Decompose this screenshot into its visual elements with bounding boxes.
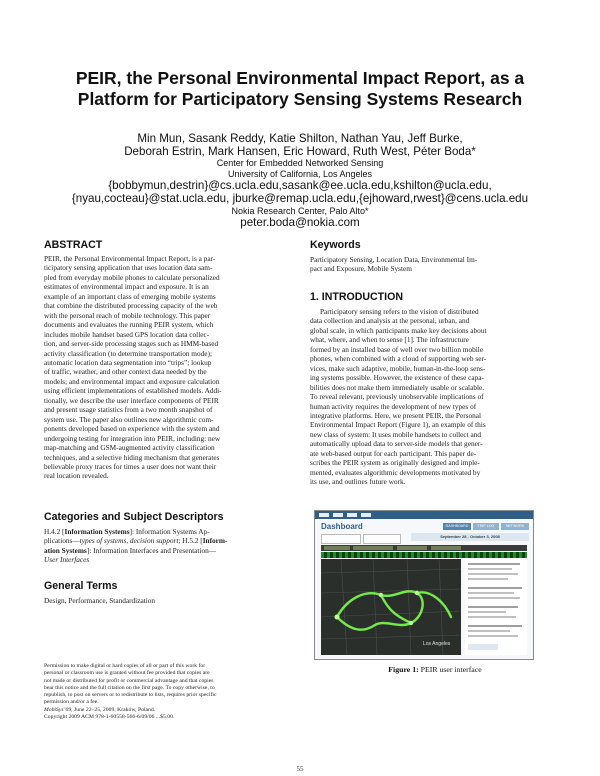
figure-peir-screenshot xyxy=(314,510,534,660)
affiliation-1: Center for Embedded Networked Sensing xyxy=(216,158,384,169)
figure-tab-network: NETWORK xyxy=(501,523,529,530)
text-line: new class of system: It uses mobile handsets to collect and xyxy=(310,429,482,439)
text-line: includes mobile handset based GPS location data collec- xyxy=(44,329,210,339)
text-line: automatically upload data to server-side models that gener- xyxy=(310,439,483,449)
keywords-heading: Keywords xyxy=(310,239,361,251)
text-line: example of an important class of emerging mobile systems xyxy=(44,291,216,301)
text-line: of traffic, weather, and other context data needed by the xyxy=(44,367,207,377)
figure-dashboard-title: Dashboard xyxy=(321,522,363,531)
text-line: Permission to make digital or hard copies of all or part of this work for xyxy=(44,663,206,669)
text-line: ticipatory sensing application that uses location data sam- xyxy=(44,263,213,273)
introduction-section xyxy=(310,291,560,487)
paper-title xyxy=(40,68,560,110)
authors-line-2: Deborah Estrin, Mark Hansen, Eric Howard, Ruth West, Péter Boda* xyxy=(124,145,476,159)
text-line: activity classification (to determine transportation mode); xyxy=(44,348,212,358)
text-line: real location revealed. xyxy=(44,471,109,481)
figure-legend-bar xyxy=(321,545,527,551)
text-line: integrative platforms. Here, we present PEIR, the Personal xyxy=(310,410,482,420)
text-line: automatic location data segmentation into “trips”; lookup xyxy=(44,357,212,367)
figure-caption xyxy=(310,665,560,674)
text-line: human activity requires the development of new types of xyxy=(310,401,477,411)
abstract-section xyxy=(44,239,294,481)
text-line: To reveal relevant, previously unobservable implications of xyxy=(310,392,484,402)
text-line: undergoing testing for integration into PEIR, including: new xyxy=(44,433,221,443)
text-line: its use, and outlines future work. xyxy=(310,477,406,487)
permission-notice xyxy=(44,663,294,721)
figure-timeline xyxy=(321,552,527,558)
text-line: using efficient implementations of established models. Addi- xyxy=(44,386,222,396)
text-line: Environmental Impact Report (Figure 1), an example of this xyxy=(310,420,486,430)
categories-line-3: ation Systems]: Information Interfaces and Presentation— xyxy=(44,545,217,555)
text-line: bilities does not make them immediately usable or scalable. xyxy=(310,382,485,392)
affiliation-2: University of California, Los Angeles xyxy=(227,168,373,179)
categories-section xyxy=(44,511,294,565)
text-line: ponents developed based on experience with the system and xyxy=(44,424,220,434)
author-block xyxy=(40,132,560,229)
text-line: Participatory Sensing, Location Data, Environmental Im- xyxy=(310,255,478,264)
affiliation-3: Nokia Research Center, Palo Alto* xyxy=(231,205,369,216)
permission-text xyxy=(44,663,294,707)
text-line: ing systems possible. However, the existence of these capa- xyxy=(310,373,484,383)
text-line: believable proxy traces for times a user does not want their xyxy=(44,461,217,471)
figure-date-range: September 28 - October 3, 2008 xyxy=(411,533,529,541)
text-line: phones, when combined with a cloud of supporting web ser- xyxy=(310,354,487,364)
categories-heading: Categories and Subject Descriptors xyxy=(44,511,224,523)
introduction-heading: 1. INTRODUCTION xyxy=(310,291,403,303)
text-line: vices, make such adaptive, mobile, human-in-the-loop sens- xyxy=(310,363,486,373)
general-terms-section xyxy=(44,580,294,605)
text-line: with the personal reach of mobile technology. This paper xyxy=(44,310,211,320)
figure-side-panel xyxy=(465,559,527,655)
keywords-section xyxy=(310,239,560,274)
text-line: republish, to post on servers or to redistribute to lists, requires prior specific xyxy=(44,692,217,698)
text-line: formed by an installed base of well over two billion mobile xyxy=(310,344,484,354)
text-line: PEIR, the Personal Environmental Impact Report, is a par- xyxy=(44,254,216,263)
text-line: ate web-based output for each participant. This paper de- xyxy=(310,448,477,458)
abstract-heading: ABSTRACT xyxy=(44,239,103,251)
emails-line-2: {nyau,cocteau}@stat.ucla.edu, jburke@remap.ucla.edu,{ejhoward,rwest}@cens.ucla.edu xyxy=(71,192,529,206)
figure-tab-trip-log: TRIP LOG xyxy=(473,523,499,530)
title-line-2: Platform for Participatory Sensing Systems Research xyxy=(77,89,523,109)
text-line: documents and evaluates the running PEIR system, which xyxy=(44,320,214,330)
text-line: mented, evaluates algorithmic developments motivated by xyxy=(310,467,481,477)
copyright-line: Copyright 2009 ACM 978-1-60558-566-6/09/06 ...$5.00. xyxy=(44,713,175,720)
figure-top-nav xyxy=(315,511,533,519)
text-line: global scale, in which participants make key decisions about xyxy=(310,325,487,335)
email-3: peter.boda@nokia.com xyxy=(240,216,360,230)
figure-map-label: Los Angeles xyxy=(423,641,451,647)
categories-line-2: plications—types of systems, decision support; H.5.2 [Inform- xyxy=(44,536,228,546)
introduction-body xyxy=(310,307,560,487)
text-line: techniques, and a selective hiding mechanism that generates xyxy=(44,452,220,462)
text-line: scribes the PEIR system as originally designed and imple- xyxy=(310,458,480,468)
text-line: tion, and server-side processing stages such as HMM-based xyxy=(44,339,219,349)
categories-line-1: H.4.2 [Information Systems]: Information Systems Ap- xyxy=(44,527,210,536)
text-line: pled from everyday mobile phones to calculate personalized xyxy=(44,272,220,282)
figure-caption-text: PEIR user interface xyxy=(418,665,482,674)
categories-line-4: User Interfaces xyxy=(44,555,90,565)
categories-body xyxy=(44,527,294,565)
figure-route-map xyxy=(321,559,461,655)
text-line: not made or distributed for profit or commercial advantage and that copies xyxy=(44,677,214,684)
title-line-1: PEIR, the Personal Environmental Impact Report, as a xyxy=(75,68,525,88)
text-line: and present usage statistics from a two month snapshot of xyxy=(44,405,213,415)
text-line: data collection and analysis at the personal, urban, and xyxy=(310,316,470,326)
text-line: permission and/or a fee. xyxy=(44,699,99,706)
keywords-body xyxy=(310,255,560,274)
text-line: that combine the distributed processing capacity of the web xyxy=(44,301,218,311)
text-line: system use. The paper also outlines new algorithmic com- xyxy=(44,414,214,424)
text-line: Participatory sensing refers to the vision of distributed xyxy=(320,307,479,316)
text-line: what, where, and when to sense [1]. The infrastructure xyxy=(310,335,469,345)
emails-line-1: {bobbymun,destrin}@cs.ucla.edu,sasank@ee.ucla.edu,kshilton@ucla.edu, xyxy=(108,179,492,193)
text-line: bear this notice and the full citation on the first page. To copy otherwise, to xyxy=(44,684,215,691)
figure-caption-label: Figure 1: xyxy=(388,665,419,674)
text-line: estimates of environmental impact and exposure. It is an xyxy=(44,282,209,292)
text-line: models; and environmental impact and exposure calculation xyxy=(44,376,220,386)
venue-line: MobiSys’09, June 22–25, 2009, Kraków, Poland. xyxy=(44,706,156,713)
text-line: tionally, we describe the user interface components of PEIR xyxy=(44,395,219,405)
text-line: pact and Exposure, Mobile System xyxy=(310,264,412,274)
text-line: map-matching and GSM-augmented activity classification xyxy=(44,443,215,453)
figure-tab-dashboard: DASHBOARD xyxy=(443,523,471,530)
text-line: personal or classroom use is granted without fee provided that copies are xyxy=(44,670,210,677)
general-terms-text: Design, Performance, Standardization xyxy=(44,596,156,605)
authors-line-1: Min Mun, Sasank Reddy, Katie Shilton, Nathan Yau, Jeff Burke, xyxy=(137,132,463,145)
abstract-body xyxy=(44,254,294,481)
page-number: 55 xyxy=(296,765,304,773)
general-terms-heading: General Terms xyxy=(44,580,118,592)
